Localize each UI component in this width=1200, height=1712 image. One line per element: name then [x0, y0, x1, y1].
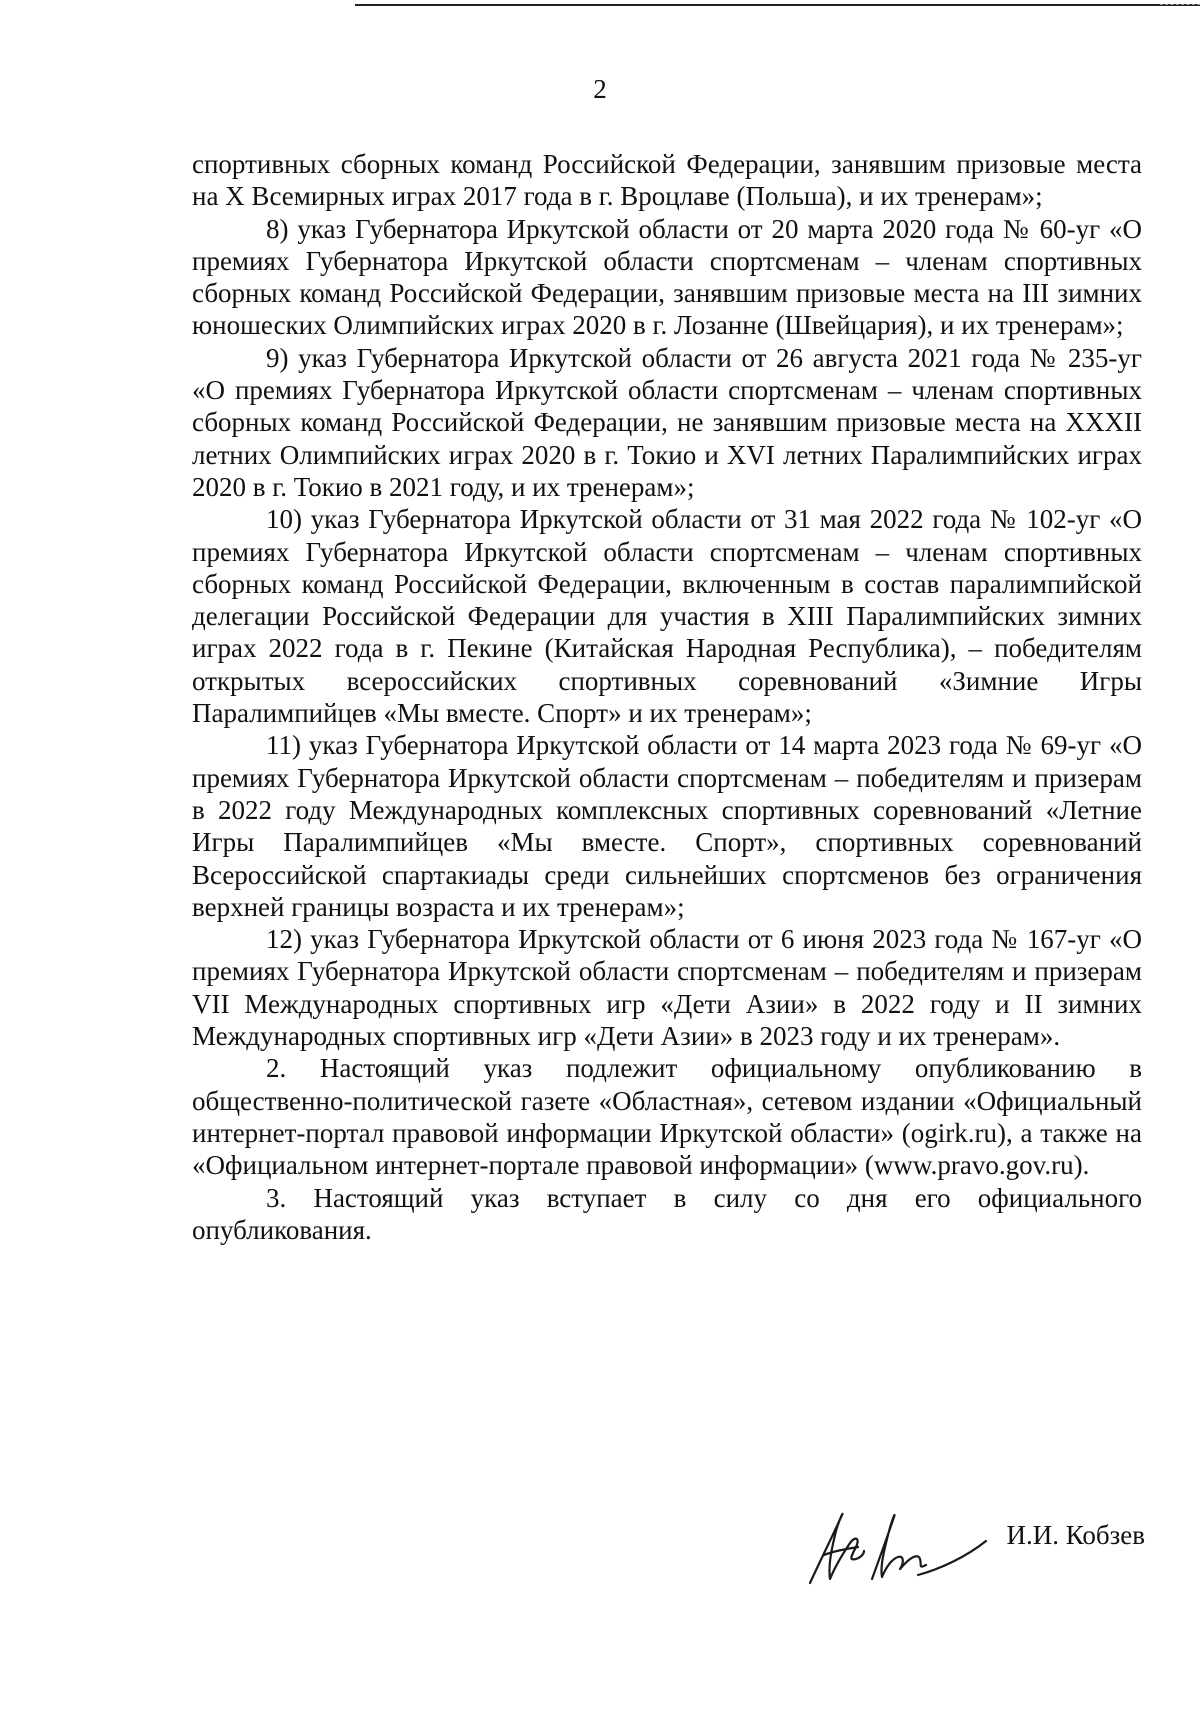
top-border-tail — [1160, 4, 1200, 5]
paragraph-clause-3: 3. Настоящий указ вступает в силу со дня его официального опубликования. — [192, 1182, 1142, 1245]
paragraph-continuation: спортивных сборных команд Российской Федерации, занявшим призовые места на X Всемирных играх 2017 года в г. Вроцлаве (Польша), и их тренерам»; — [192, 149, 1142, 212]
signer-name: И.И. Кобзев — [1006, 1520, 1145, 1550]
page-number: 2 — [593, 74, 607, 104]
paragraph-item-8: 8) указ Губернатора Иркутской области от 20 марта 2020 года № 60-уг «О премиях Губернатора Иркутской области спортсменам – членам спортивных сборных команд Российской Федерации, занявшим призовые места на III зимних юношеских Олимпийских играх 2020 в г. Лозанне (Швейцария), и их тренерам»; — [192, 213, 1142, 341]
paragraph-item-9: 9) указ Губернатора Иркутской области от 26 августа 2021 года № 235-уг «О премиях Губернатора Иркутской области спортсменам – членам спортивных сборных команд Российской Федерации, не занявшим призовые места на XXXII летних Олимпийских играх 2020 в г. Токио и XVI летних Паралимпийских играх 2020 в г. Токио в 2021 году, и их тренерам»; — [192, 342, 1142, 502]
handwritten-signature — [800, 1495, 990, 1595]
document-body — [192, 148, 1142, 1246]
paragraph-item-12: 12) указ Губернатора Иркутской области от 6 июня 2023 года № 167-уг «О премиях Губернатора Иркутской области спортсменам – победителям и призерам VII Международных спортивных игр «Дети Азии» в 2022 году и II зимних Международных спортивных игр «Дети Азии» в 2023 году и их тренерам». — [192, 924, 1142, 1052]
paragraph-item-10: 10) указ Губернатора Иркутской области от 31 мая 2022 года № 102-уг «О премиях Губернатора Иркутской области спортсменам – членам спортивных сборных команд Российской Федерации, включенным в состав паралимпийской делегации Российской Федерации для участия в XIII Паралимпийских зимних играх 2022 года в г. Пекине (Китайская Народная Республика), – победителям открытых всероссийских спортивных соревнований «Зимние Игры Паралимпийцев «Мы вместе. Спорт» и их тренерам»; — [192, 504, 1142, 729]
signature-block — [800, 1495, 1145, 1595]
paragraph-clause-2: 2. Настоящий указ подлежит официальному опубликованию в общественно-политической газете «Областная», сетевом издании «Официальный интернет-портал правовой информации Иркутской области» (ogirk.ru), а также на «Официальном интернет-портале правовой информации» (www.pravo.gov.ru). — [192, 1053, 1142, 1181]
paragraph-item-11: 11) указ Губернатора Иркутской области от 14 марта 2023 года № 69-уг «О премиях Губернатора Иркутской области спортсменам – победителям и призерам в 2022 году Международных комплексных спортивных соревнований «Летние Игры Паралимпийцев «Мы вместе. Спорт», спортивных соревнований Всероссийской спартакиады среди сильнейших спортсменов без ограничения верхней границы возраста и их тренерам»; — [192, 730, 1142, 922]
top-border-line — [355, 4, 1200, 6]
